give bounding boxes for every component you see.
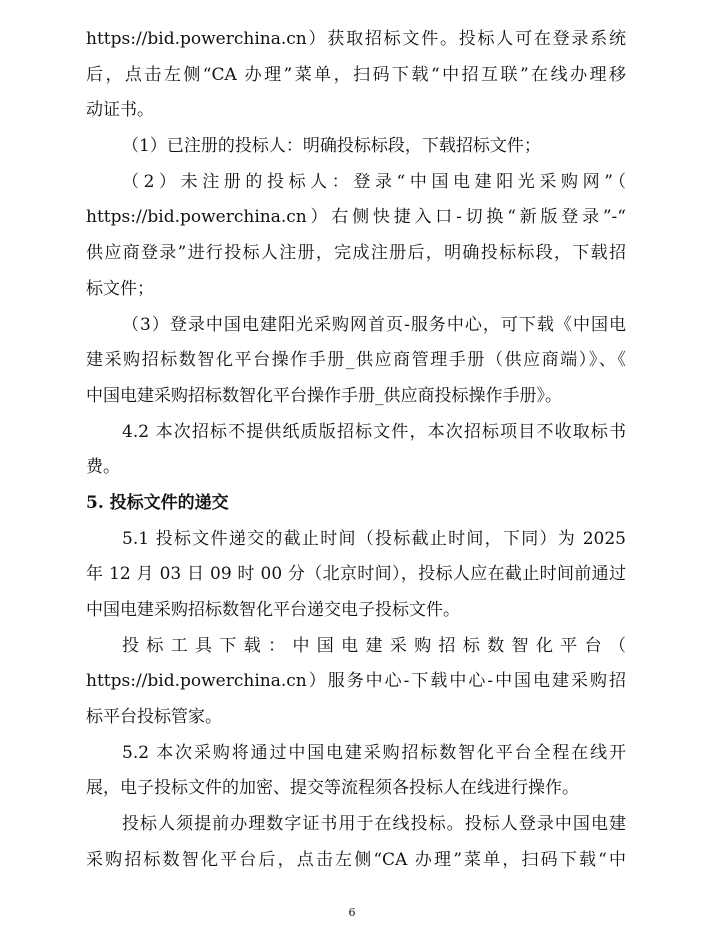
paragraph — [86, 22, 626, 129]
text-line: 中国电建采购招标数智化平台操作手册_供应商投标操作手册》。 — [86, 385, 562, 406]
text-line: 年 12 月 03 日 09 时 00 分（北京时间），投标人应在截止时间前通过 — [86, 564, 626, 585]
text-line: 标平台投标管家。 — [86, 707, 222, 728]
text-line: 采购招标数智化平台后，点击左侧“CA 办理”菜单，扫码下载“中 — [86, 849, 626, 870]
text-line: 4.2 本次招标不提供纸质版招标文件，本次招标项目不收取标书 — [122, 421, 626, 442]
page-number: 6 — [348, 906, 356, 919]
paragraph — [86, 629, 626, 736]
paragraph — [86, 807, 626, 878]
text-line: https://bid.powerchina.cn）获取招标文件。投标人可在登录系统 — [86, 29, 626, 49]
text-line: 5. 投标文件的递交 — [86, 492, 229, 513]
paragraph — [86, 522, 626, 629]
document-body — [86, 22, 626, 879]
text-line: （3）登录中国电建阳光采购网首页-服务中心，可下载《中国电 — [122, 314, 626, 335]
text-line: 投标人须提前办理数字证书用于在线投标。投标人登录中国电建 — [122, 814, 626, 835]
text-line: 标文件； — [86, 278, 154, 299]
text-line: 5.2 本次采购将通过中国电建采购招标数智化平台全程在线开 — [122, 742, 626, 763]
section-heading — [86, 486, 626, 522]
text-line: https://bid.powerchina.cn）服务中心-下载中心-中国电建采购招 — [86, 671, 626, 692]
text-line: （1）已注册的投标人：明确投标标段，下载招标文件； — [122, 136, 541, 157]
text-line: 后，点击左侧“CA 办理”菜单，扫码下载“中招互联”在线办理移 — [86, 64, 626, 85]
paragraph — [86, 308, 626, 415]
paragraph — [86, 415, 626, 486]
text-line: （2）未注册的投标人：登录“中国电建阳光采购网”（ — [122, 171, 626, 192]
text-line: 建采购招标数智化平台操作手册_供应商管理手册（供应商端）》、《 — [86, 350, 626, 371]
text-line: 动证书。 — [86, 100, 154, 121]
text-line: 展，电子投标文件的加密、提交等流程须各投标人在线进行操作。 — [86, 778, 579, 799]
paragraph — [86, 165, 626, 308]
paragraph — [86, 129, 626, 165]
text-line: 供应商登录”进行投标人注册，完成注册后，明确投标标段，下载招 — [86, 243, 626, 264]
text-line: 费。 — [86, 457, 120, 478]
text-line: 投标工具下载：中国电建采购招标数智化平台（ — [122, 635, 626, 656]
text-line: 5.1 投标文件递交的截止时间（投标截止时间，下同）为 2025 — [122, 528, 626, 549]
text-line: https://bid.powerchina.cn）右侧快捷入口-切换“新版登录”-“ — [86, 207, 626, 228]
text-line: 中国电建采购招标数智化平台递交电子投标文件。 — [86, 600, 460, 620]
paragraph — [86, 736, 626, 807]
